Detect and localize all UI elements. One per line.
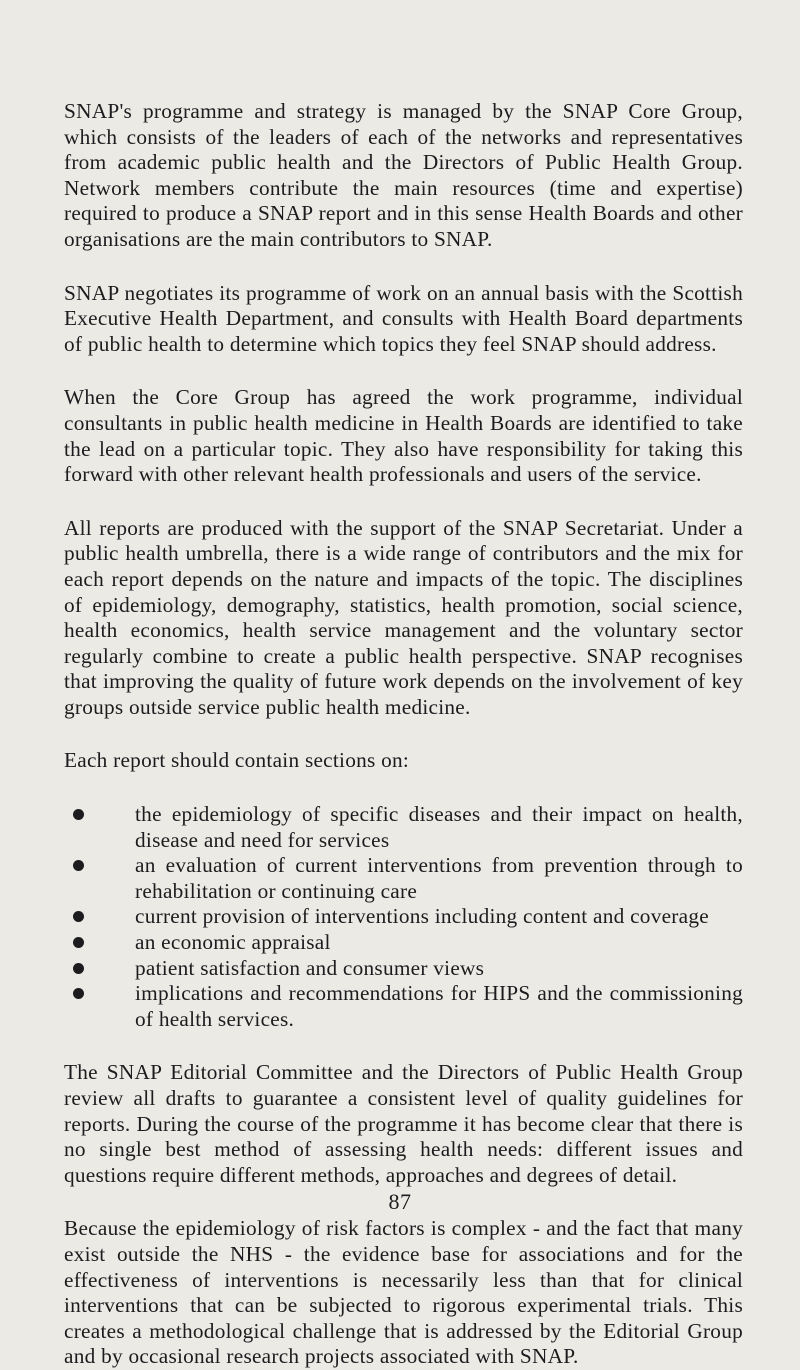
list-item-text: implications and recommendations for HIPS and the commissioning of health services. — [135, 981, 743, 1031]
list-item-text: an evaluation of current interventions from prevention through to rehabilitation or continuing care — [135, 853, 743, 903]
list-item — [135, 904, 743, 930]
paragraph-editorial-committee: The SNAP Editorial Committee and the Directors of Public Health Group review all drafts to guarantee a consistent level of quality guidelines for reports. During the course of the programme it has become clear that there is no single best method of assessing health needs: different issues and questions require different methods, approaches and degrees of detail. — [64, 1060, 743, 1187]
paragraph-secretariat: All reports are produced with the support of the SNAP Secretariat. Under a public health umbrella, there is a wide range of contributors and the mix for each report depends on the nature and impacts of the topic. The disciplines of epidemiology, demography, statistics, health promotion, social science, health economics, health service management and the voluntary sector regularly combine to create a public health perspective. SNAP recognises that improving the quality of future work depends on the involvement of key groups outside service public health medicine. — [64, 515, 743, 719]
paragraph-core-group: SNAP's programme and strategy is managed by the SNAP Core Group, which consists of the leaders of each of the networks and representatives from academic public health and the Directors of Public Health Group. Network members contribute the main resources (time and expertise) required to produce a SNAP report and in this sense Health Boards and other organisations are the main contributors to SNAP. — [64, 99, 743, 251]
list-item — [135, 853, 743, 904]
list-item-text: an economic appraisal — [135, 930, 331, 955]
bullet-icon — [73, 911, 84, 922]
list-item-text: current provision of interventions including content and coverage — [135, 904, 709, 929]
bullet-icon — [73, 963, 84, 974]
paragraph-report-sections-intro: Each report should contain sections on: — [64, 748, 410, 773]
paragraph-annual-programme: SNAP negotiates its programme of work on an annual basis with the Scottish Executive Health Department, and consults with Health Board departments of public health to determine which topics they feel SNAP should address. — [64, 280, 743, 356]
paragraph-lead-consultants: When the Core Group has agreed the work programme, individual consultants in public health medicine in Health Boards are identified to take the lead on a particular topic. They also have responsibility for taking this forward with other relevant health professionals and users of the service. — [64, 385, 743, 487]
list-item-text: patient satisfaction and consumer views — [135, 955, 485, 980]
page-number: 87 — [388, 1189, 412, 1214]
report-sections-list — [64, 802, 743, 1032]
bullet-icon — [73, 988, 84, 999]
list-item-text: the epidemiology of specific diseases and their impact on health, disease and need for services — [135, 802, 743, 852]
list-item — [135, 930, 743, 956]
bullet-icon — [73, 937, 84, 948]
bullet-icon — [73, 860, 84, 871]
list-item — [135, 956, 743, 982]
paragraph-risk-factors: Because the epidemiology of risk factors is complex - and the fact that many exist outside the NHS - the evidence base for associations and for the effectiveness of interventions is necessarily less than that for clinical interventions that can be subjected to rigorous experimental trials. This creates a methodological challenge that is addressed by the Editorial Group and by occasional research projects associated with SNAP. — [64, 1216, 743, 1369]
bullet-icon — [73, 809, 84, 820]
list-item — [135, 802, 743, 853]
list-item — [135, 981, 743, 1032]
